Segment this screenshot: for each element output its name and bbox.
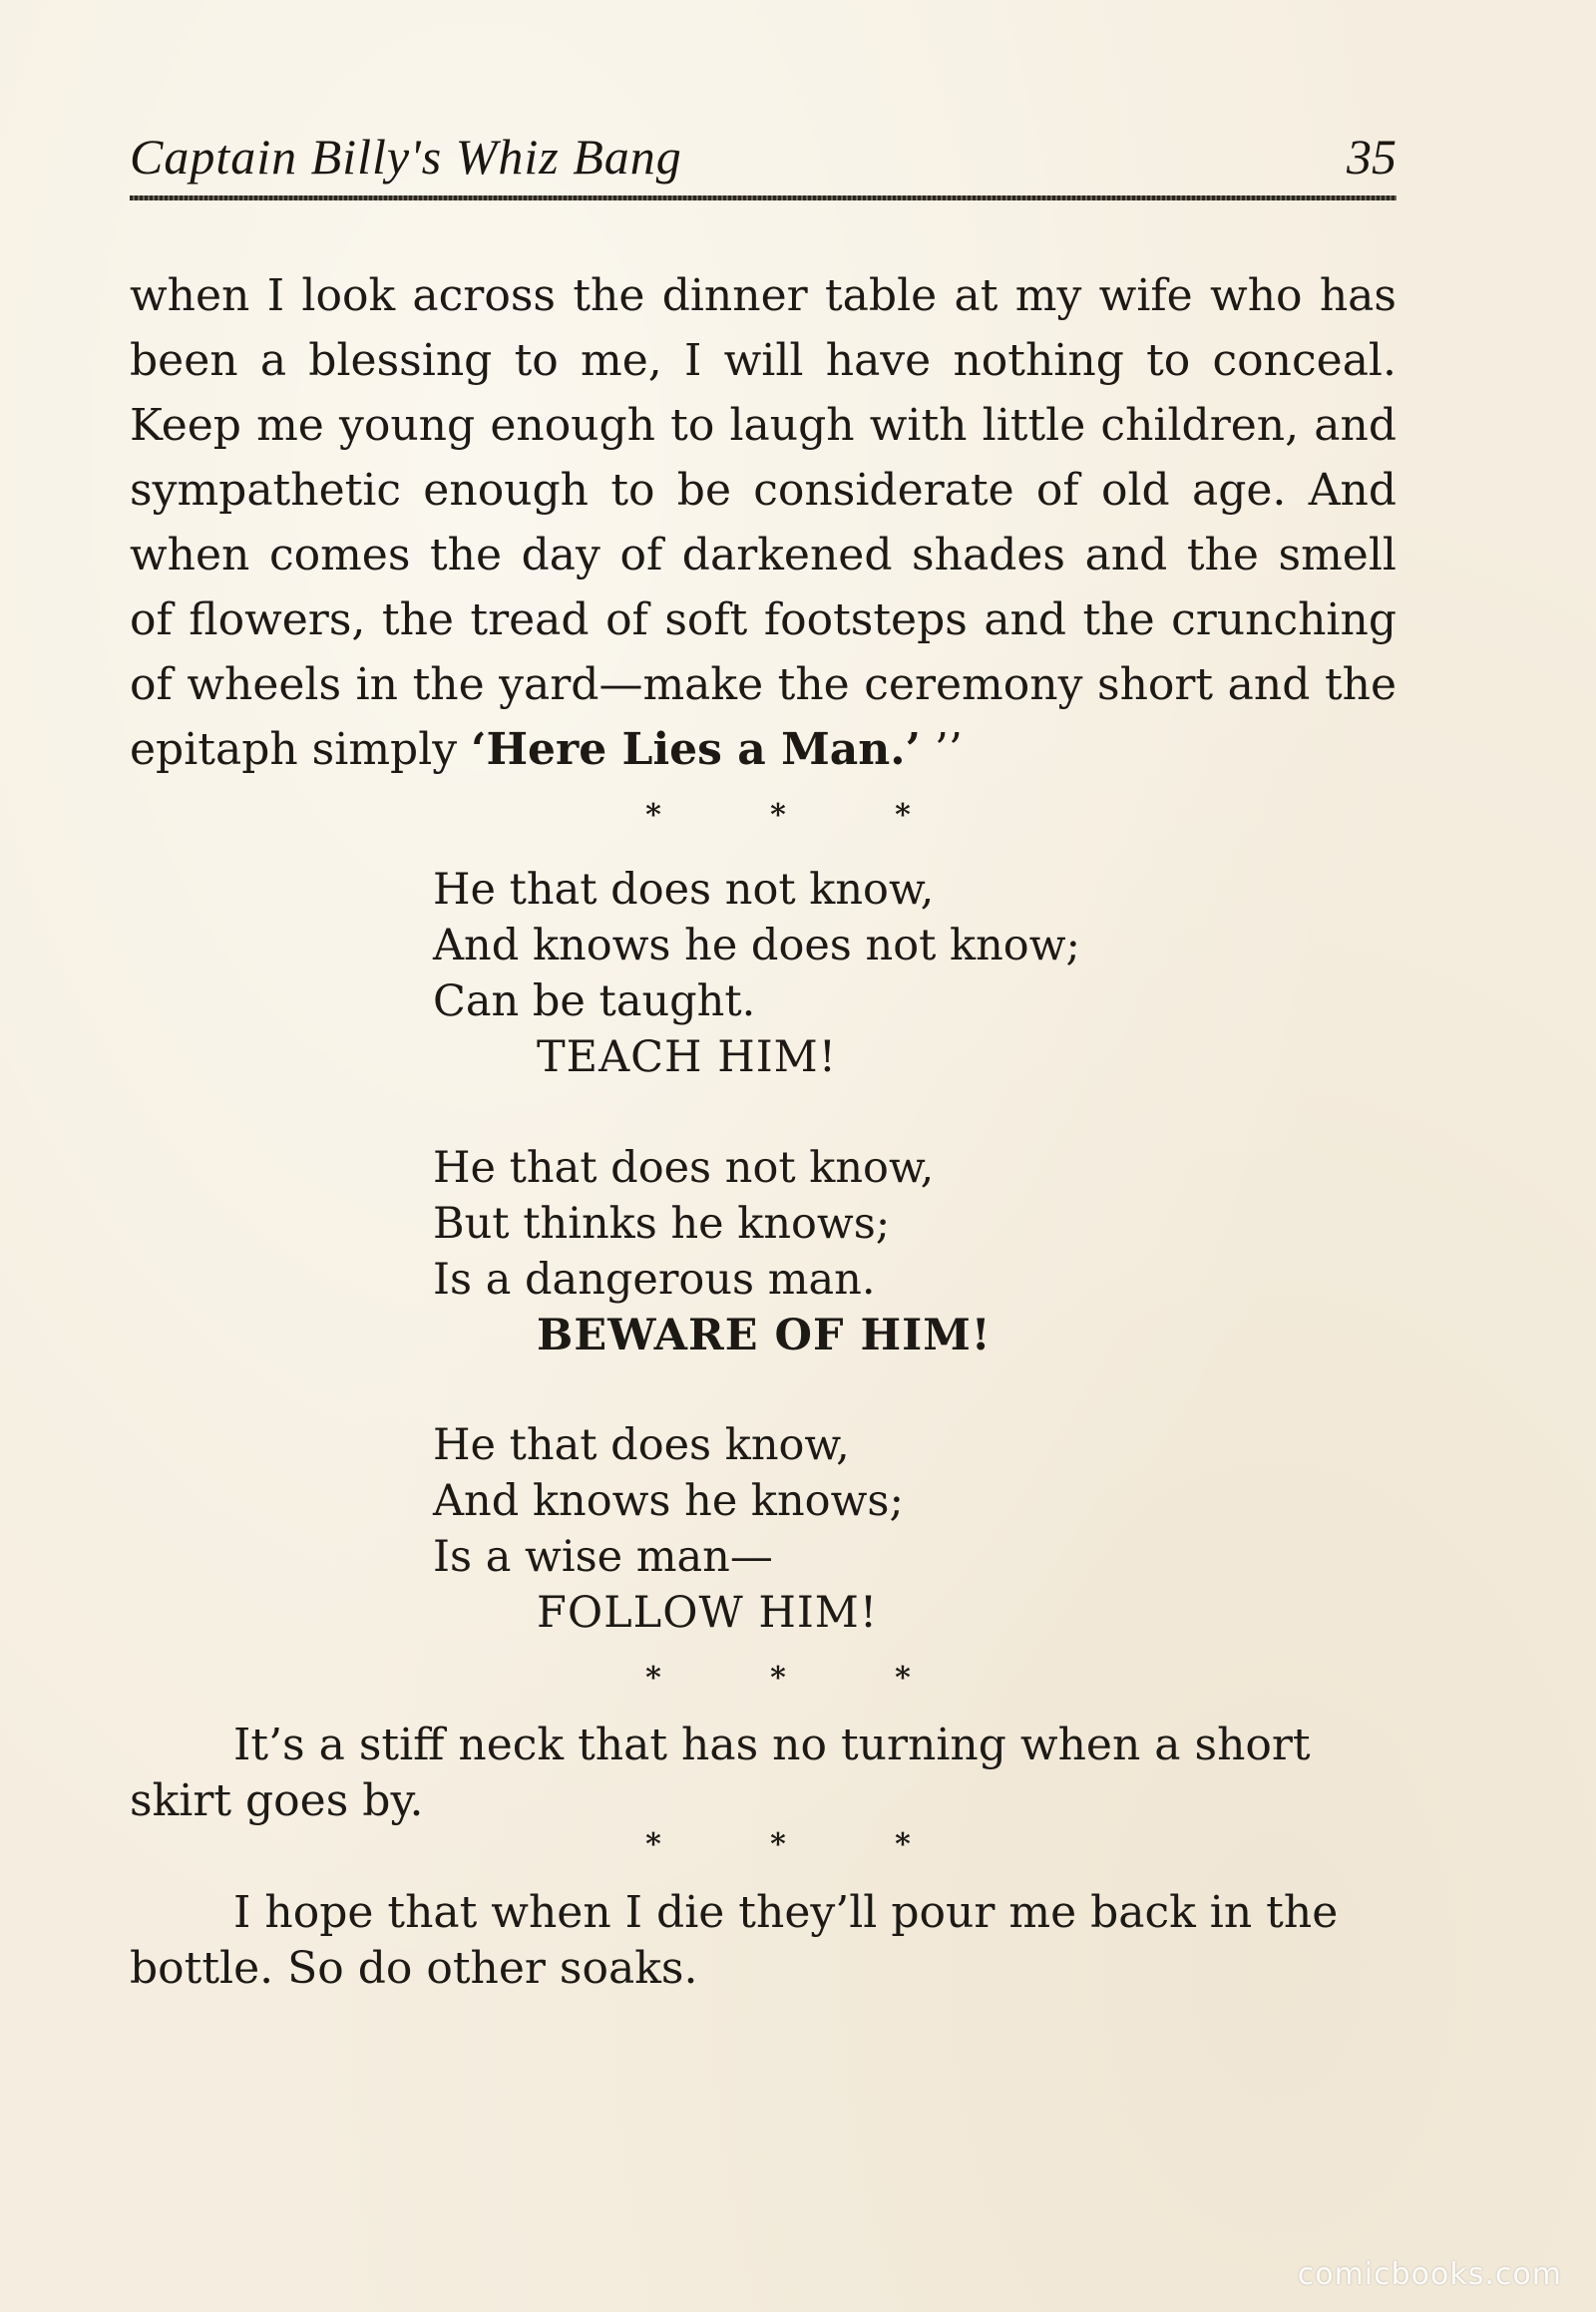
watermark: comicbooks.com — [1297, 2257, 1562, 2292]
separator-star: * — [770, 1827, 786, 1862]
separator-star: * — [645, 1661, 661, 1696]
separator-star: * — [895, 1661, 911, 1696]
poem-line: Is a dangerous man. — [433, 1255, 876, 1305]
paragraph-text: when I look across the dinner table at my wife who has been a blessing to me, I will have nothing to conceal. Keep me young enough to laugh with little children, and sympathetic enough to be considerate of old age. And when comes the day of darkened shades and the smell of flowers, the tread of soft footsteps and the crunching of wheels in the yard—make the ceremony short and the epitaph simply — [130, 270, 1396, 775]
poem-refrain: BEWARE OF HIM! — [537, 1311, 992, 1360]
separator-star: * — [645, 798, 661, 833]
opening-paragraph — [130, 263, 1396, 782]
closing-quote: ’’ — [920, 724, 963, 775]
poem-line: But thinks he knows; — [433, 1199, 891, 1249]
poem-stanza-1 — [433, 862, 1331, 1085]
separator-star: * — [645, 1827, 661, 1862]
poem-refrain: TEACH HIM! — [537, 1032, 837, 1082]
separator-star: * — [895, 798, 911, 833]
separator-star: * — [770, 1661, 786, 1696]
poem-stanza-2 — [433, 1140, 1331, 1363]
running-header — [130, 128, 1396, 192]
poem-line: He that does know, — [433, 1420, 850, 1470]
poem-refrain: FOLLOW HIM! — [537, 1588, 879, 1638]
poem-line: Can be taught. — [433, 976, 756, 1026]
poem-line: Is a wise man— — [433, 1532, 773, 1582]
separator-star: * — [770, 798, 786, 833]
section-separator — [638, 798, 918, 833]
poem-line: And knows he knows; — [433, 1476, 904, 1526]
poem-stanza-3 — [433, 1417, 1331, 1641]
page-number: 35 — [1347, 129, 1396, 185]
section-separator — [638, 1661, 918, 1696]
section-separator — [638, 1827, 918, 1862]
header-rule — [130, 195, 1396, 200]
joke-paragraph-2: I hope that when I die they’ll pour me back in the bottle. So do other soaks. — [130, 1887, 1339, 1994]
poem-line: He that does not know, — [433, 1143, 935, 1193]
epitaph-text: ‘Here Lies a Man.’ — [471, 724, 921, 775]
poem-line: He that does not know, — [433, 865, 935, 915]
publication-title: Captain Billy's Whiz Bang — [130, 129, 682, 185]
poem-line: And knows he does not know; — [433, 921, 1080, 970]
joke-paragraph-1: It’s a stiff neck that has no turning when a short skirt goes by. — [130, 1720, 1311, 1826]
separator-star: * — [895, 1827, 911, 1862]
